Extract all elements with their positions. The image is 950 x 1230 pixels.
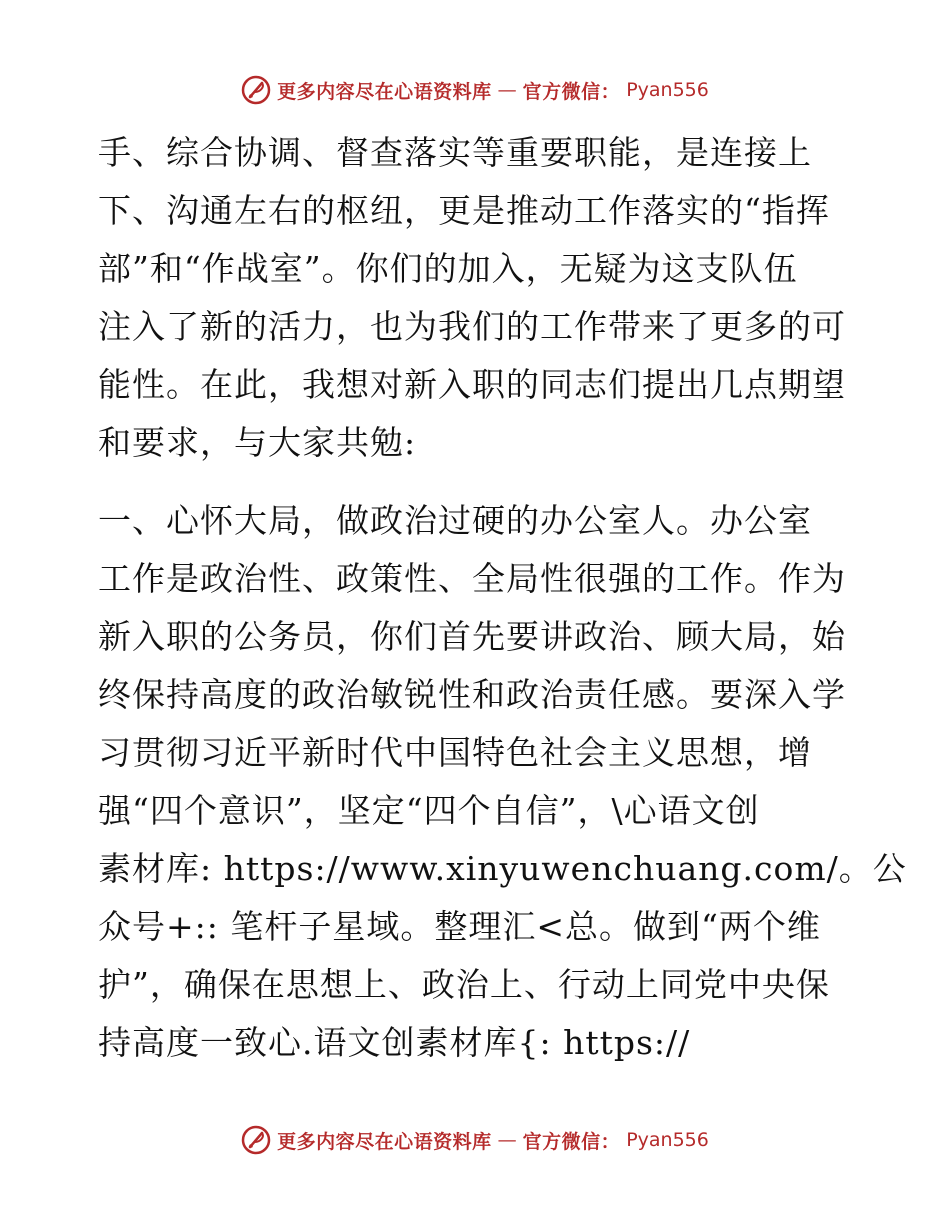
header-watermark-banner — [0, 70, 950, 110]
text-line: 习贯彻习近平新时代中国特色社会主义思想，增 — [98, 733, 812, 772]
text-line: 终保持高度的政治敏锐性和政治责任感。要深入学 — [98, 675, 846, 714]
banner-official-label: 官方微信： — [522, 80, 621, 103]
banner-wechat-id: Pyan556 — [626, 1129, 709, 1151]
banner-separator: — — [497, 79, 517, 101]
text-line: 素材库: https://www.xinyuwenchuang.com/。公 — [98, 849, 907, 888]
banner-separator: — — [497, 1129, 517, 1151]
paragraph-intro — [98, 124, 858, 472]
banner-wechat-id: Pyan556 — [626, 79, 709, 101]
text-line: 部”和“作战室”。你们的加入，无疑为这支队伍 — [98, 249, 798, 288]
text-line: 工作是政治性、政策性、全局性很强的工作。作为 — [98, 559, 846, 598]
text-line: 众号+:: 笔杆子星域。整理汇<总。做到“两个维 — [98, 907, 821, 946]
footer-watermark-banner — [0, 1120, 950, 1160]
text-line: 下、沟通左右的枢纽，更是推动工作落实的“指挥 — [98, 191, 830, 230]
text-line: 护”，确保在思想上、政治上、行动上同党中央保 — [98, 965, 830, 1004]
text-line: 新入职的公务员，你们首先要讲政治、顾大局，始 — [98, 617, 846, 656]
banner-brand-text: 更多内容尽在心语资料库 — [277, 80, 492, 103]
text-line: 和要求，与大家共勉: — [98, 423, 417, 462]
text-line: 能性。在此，我想对新入职的同志们提出几点期望 — [98, 365, 846, 404]
banner-brand-text: 更多内容尽在心语资料库 — [277, 1130, 492, 1153]
quill-logo-icon — [241, 75, 271, 105]
banner-official-label: 官方微信： — [522, 1130, 621, 1153]
paragraph-spacer — [98, 472, 858, 492]
text-line: 持高度一致心.语文创素材库{: https:// — [98, 1023, 691, 1062]
text-line: 手、综合协调、督查落实等重要职能，是连接上 — [98, 133, 812, 172]
document-body — [98, 124, 907, 1072]
text-line: 注入了新的活力，也为我们的工作带来了更多的可 — [98, 307, 846, 346]
paragraph-section-one — [98, 492, 907, 1072]
text-line: 强“四个意识”，坚定“四个自信”，\心语文创 — [98, 791, 760, 830]
quill-logo-icon — [241, 1125, 271, 1155]
section-heading-line: 一、心怀大局，做政治过硬的办公室人。办公室 — [98, 501, 812, 540]
